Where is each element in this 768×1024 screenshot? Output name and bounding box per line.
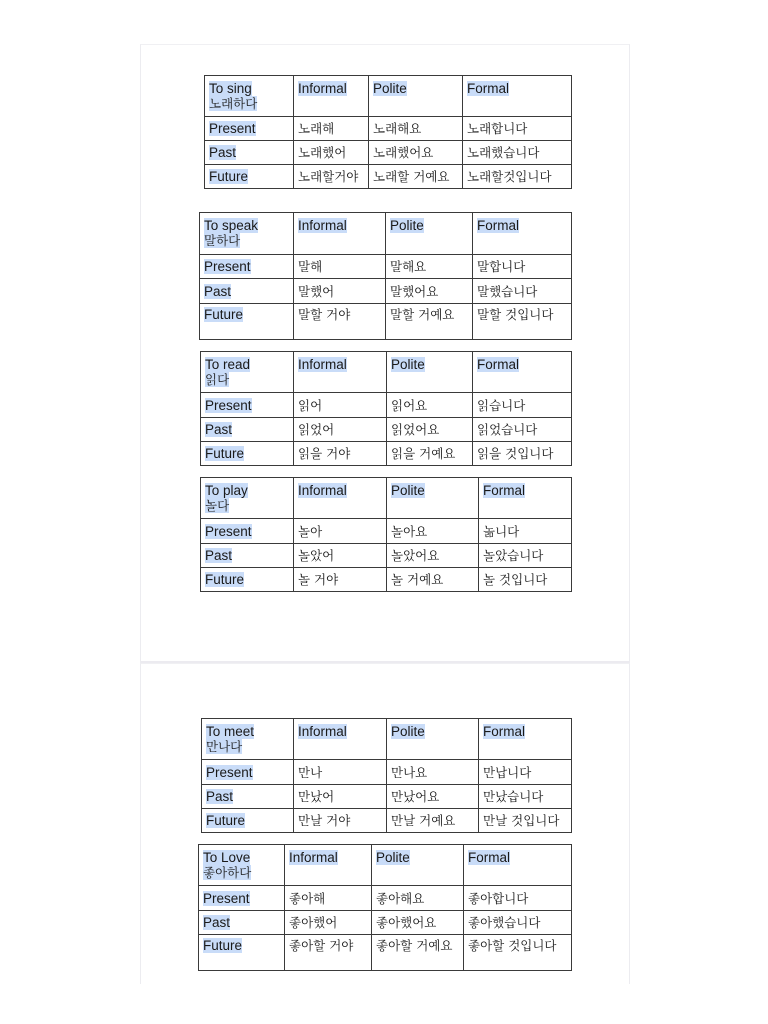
header-informal: Informal <box>294 76 369 117</box>
verb-korean: 좋아하다 <box>203 865 252 880</box>
header-polite: Polite <box>387 352 473 393</box>
table-row <box>199 911 572 935</box>
formal-cell: 말할 것입니다 <box>473 304 572 340</box>
tense-past: Past <box>199 911 285 935</box>
tense-past: Past <box>205 141 294 165</box>
conjugation-table-sing <box>204 75 572 189</box>
informal-cell: 읽어 <box>294 393 387 418</box>
formal-cell: 만납니다 <box>479 760 572 785</box>
header-polite: Polite <box>372 845 464 886</box>
polite-cell: 놀 거예요 <box>387 568 479 592</box>
formal-cell: 좋아했습니다 <box>464 911 572 935</box>
header-formal: Formal <box>479 719 572 760</box>
table-row <box>201 442 572 466</box>
verb-korean: 읽다 <box>205 372 230 387</box>
table-row <box>205 165 572 189</box>
verb-korean: 놀다 <box>205 498 230 513</box>
polite-cell: 노래했어요 <box>369 141 463 165</box>
formal-cell: 좋아합니다 <box>464 886 572 911</box>
header-formal: Formal <box>479 478 572 519</box>
formal-cell: 노래했습니다 <box>463 141 572 165</box>
header-informal: Informal <box>294 719 387 760</box>
header-polite: Polite <box>387 478 479 519</box>
polite-cell: 놀았어요 <box>387 544 479 568</box>
table-row <box>200 304 572 340</box>
polite-cell: 좋아할 거예요 <box>372 935 464 971</box>
polite-cell: 좋아했어요 <box>372 911 464 935</box>
header-informal: Informal <box>294 478 387 519</box>
verb-cell <box>199 845 285 886</box>
tense-present: Present <box>200 255 294 279</box>
header-polite: Polite <box>369 76 463 117</box>
informal-cell: 말했어 <box>294 279 386 304</box>
informal-cell: 노래했어 <box>294 141 369 165</box>
header-formal: Formal <box>473 352 572 393</box>
polite-cell: 노래할 거예요 <box>369 165 463 189</box>
verb-cell <box>201 478 294 519</box>
formal-cell: 읽었습니다 <box>473 418 572 442</box>
formal-cell: 말했습니다 <box>473 279 572 304</box>
polite-cell: 좋아해요 <box>372 886 464 911</box>
tense-future: Future <box>200 304 294 340</box>
header-formal: Formal <box>464 845 572 886</box>
polite-cell: 읽을 거예요 <box>387 442 473 466</box>
header-informal: Informal <box>294 213 386 255</box>
tense-present: Present <box>199 886 285 911</box>
table-row <box>200 255 572 279</box>
verb-korean: 말하다 <box>204 233 241 248</box>
verb-korean: 노래하다 <box>209 96 258 111</box>
table-row <box>205 141 572 165</box>
verb-english: To speak <box>204 218 259 233</box>
informal-cell: 읽을 거야 <box>294 442 387 466</box>
polite-cell: 말했어요 <box>386 279 473 304</box>
table-row <box>200 279 572 304</box>
informal-cell: 놀 거야 <box>294 568 387 592</box>
formal-cell: 놂니다 <box>479 519 572 544</box>
polite-cell: 만나요 <box>387 760 479 785</box>
tense-past: Past <box>202 785 294 809</box>
informal-cell: 놀아 <box>294 519 387 544</box>
informal-cell: 말해 <box>294 255 386 279</box>
tense-future: Future <box>201 442 294 466</box>
tense-future: Future <box>202 809 294 833</box>
polite-cell: 놀아요 <box>387 519 479 544</box>
conjugation-table-read <box>200 351 572 466</box>
tense-future: Future <box>201 568 294 592</box>
formal-cell: 말합니다 <box>473 255 572 279</box>
verb-english: To sing <box>209 81 252 96</box>
tense-past: Past <box>201 544 294 568</box>
table-row <box>205 117 572 141</box>
formal-cell: 읽을 것입니다 <box>473 442 572 466</box>
polite-cell: 말해요 <box>386 255 473 279</box>
verb-cell <box>202 719 294 760</box>
informal-cell: 노래해 <box>294 117 369 141</box>
verb-cell <box>205 76 294 117</box>
polite-cell: 읽었어요 <box>387 418 473 442</box>
tense-past: Past <box>201 418 294 442</box>
informal-cell: 좋아할 거야 <box>285 935 372 971</box>
table-row <box>201 393 572 418</box>
informal-cell: 만날 거야 <box>294 809 387 833</box>
informal-cell: 만나 <box>294 760 387 785</box>
polite-cell: 읽어요 <box>387 393 473 418</box>
table-row <box>199 935 572 971</box>
formal-cell: 만날 것입니다 <box>479 809 572 833</box>
tense-past: Past <box>200 279 294 304</box>
table-row <box>201 568 572 592</box>
polite-cell: 만났어요 <box>387 785 479 809</box>
formal-cell: 놀 것입니다 <box>479 568 572 592</box>
verb-korean: 만나다 <box>206 739 243 754</box>
conjugation-table-love <box>198 844 572 971</box>
formal-cell: 노래할것입니다 <box>463 165 572 189</box>
header-formal: Formal <box>473 213 572 255</box>
conjugation-table-meet <box>201 718 572 833</box>
verb-english: To Love <box>203 850 251 865</box>
informal-cell: 좋아했어 <box>285 911 372 935</box>
verb-english: To play <box>205 483 248 498</box>
formal-cell: 놀았습니다 <box>479 544 572 568</box>
header-formal: Formal <box>463 76 572 117</box>
table-row <box>201 544 572 568</box>
polite-cell: 말할 거예요 <box>386 304 473 340</box>
informal-cell: 읽었어 <box>294 418 387 442</box>
conjugation-table-play <box>200 477 572 592</box>
tense-present: Present <box>201 393 294 418</box>
header-polite: Polite <box>387 719 479 760</box>
tense-present: Present <box>205 117 294 141</box>
verb-cell <box>200 213 294 255</box>
verb-english: To read <box>205 357 251 372</box>
table-row <box>201 519 572 544</box>
polite-cell: 노래해요 <box>369 117 463 141</box>
table-row <box>201 418 572 442</box>
header-informal: Informal <box>294 352 387 393</box>
informal-cell: 만났어 <box>294 785 387 809</box>
informal-cell: 노래할거야 <box>294 165 369 189</box>
verb-cell <box>201 352 294 393</box>
table-row <box>202 785 572 809</box>
header-polite: Polite <box>386 213 473 255</box>
informal-cell: 놀았어 <box>294 544 387 568</box>
formal-cell: 만났습니다 <box>479 785 572 809</box>
formal-cell: 읽습니다 <box>473 393 572 418</box>
tense-future: Future <box>199 935 285 971</box>
header-informal: Informal <box>285 845 372 886</box>
polite-cell: 만날 거예요 <box>387 809 479 833</box>
informal-cell: 말할 거야 <box>294 304 386 340</box>
formal-cell: 좋아할 것입니다 <box>464 935 572 971</box>
formal-cell: 노래합니다 <box>463 117 572 141</box>
informal-cell: 좋아해 <box>285 886 372 911</box>
table-row <box>199 886 572 911</box>
table-row <box>202 809 572 833</box>
conjugation-table-speak <box>199 212 572 340</box>
tense-present: Present <box>201 519 294 544</box>
tense-future: Future <box>205 165 294 189</box>
tense-present: Present <box>202 760 294 785</box>
table-row <box>202 760 572 785</box>
verb-english: To meet <box>206 724 255 739</box>
